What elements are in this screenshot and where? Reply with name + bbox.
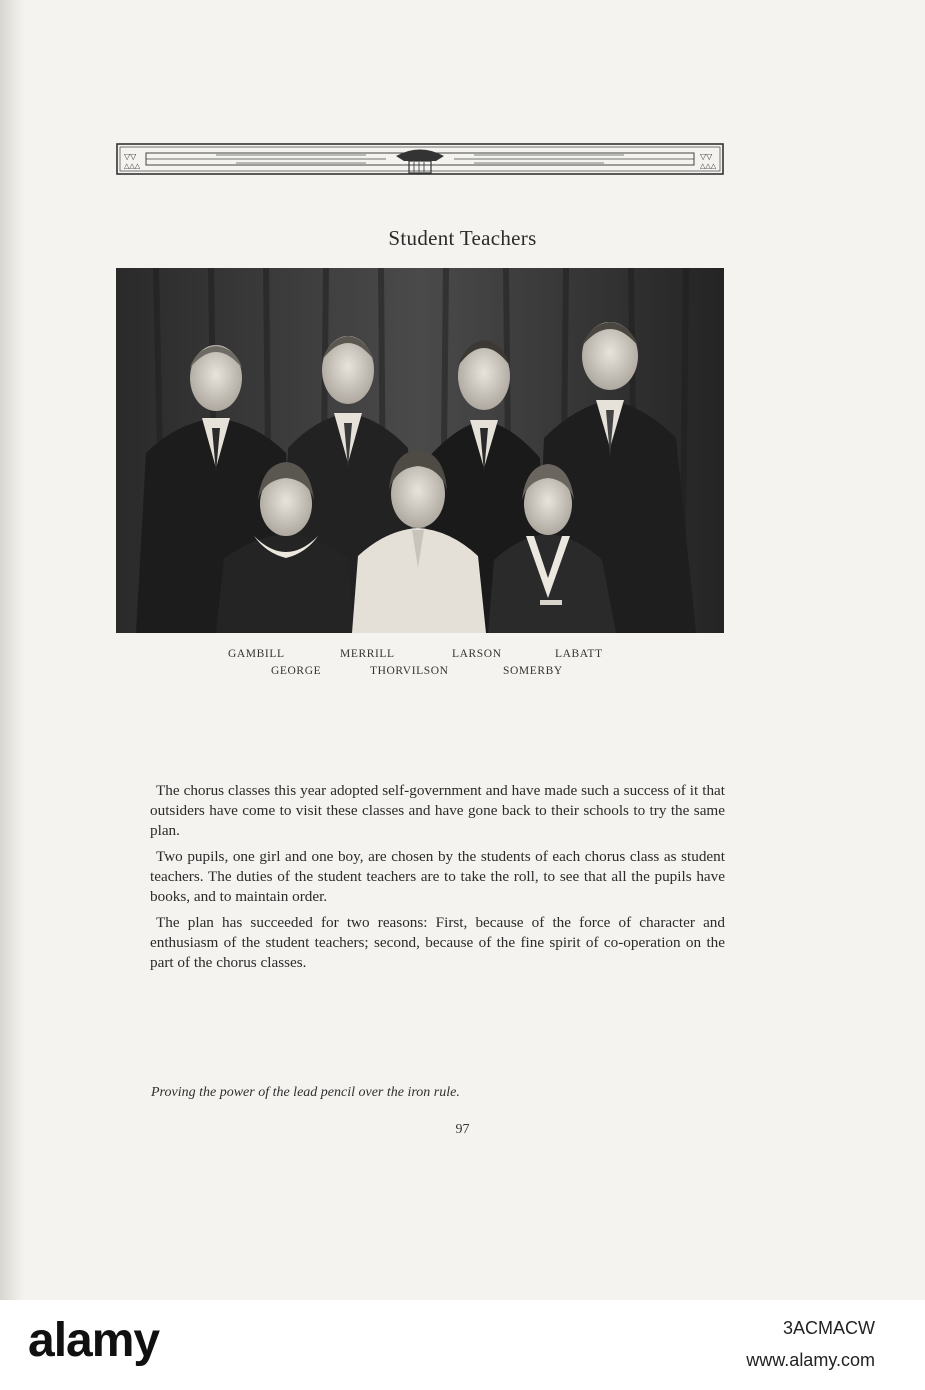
caption-name: LABATT bbox=[555, 648, 603, 660]
watermark-logo: alamy bbox=[28, 1314, 160, 1367]
caption-name: THORVILSON bbox=[370, 665, 449, 677]
caption-name: MERRILL bbox=[340, 648, 395, 660]
caption-name: GEORGE bbox=[271, 665, 322, 677]
body-text bbox=[150, 781, 725, 979]
paragraph: The plan has succeeded for two reasons: First, because of the force of character and enthusiasm of the student teachers; second, because of the fine spirit of co-operation on the part of the chorus classes. bbox=[150, 914, 725, 971]
caption-name: SOMERBY bbox=[503, 665, 563, 677]
page-gutter-shadow bbox=[0, 0, 24, 1300]
svg-text:▽▽: ▽▽ bbox=[700, 152, 713, 161]
caption-name: LARSON bbox=[452, 648, 502, 660]
svg-text:▽▽: ▽▽ bbox=[124, 152, 137, 161]
group-photo bbox=[116, 268, 724, 633]
paragraph: Two pupils, one girl and one boy, are chosen by the students of each chorus class as student teachers. The duties of the student teachers are to take the roll, to see that all the pupils have books, and to maintain order. bbox=[150, 848, 725, 905]
header-ornament bbox=[116, 143, 724, 175]
motto: Proving the power of the lead pencil over the iron rule. bbox=[151, 1085, 460, 1100]
caption-name: GAMBILL bbox=[228, 648, 285, 660]
page-title: Student Teachers bbox=[388, 226, 537, 250]
svg-text:△△△: △△△ bbox=[700, 162, 717, 170]
page-number: 97 bbox=[455, 1122, 470, 1137]
watermark-url: www.alamy.com bbox=[746, 1350, 875, 1370]
paragraph: The chorus classes this year adopted self-government and have made such a success of it that outsiders have come to visit these classes and have gone back to their schools to try the same plan. bbox=[150, 782, 725, 839]
watermark-image-id: 3ACMACW bbox=[782, 1318, 875, 1338]
svg-text:△△△: △△△ bbox=[124, 162, 141, 170]
